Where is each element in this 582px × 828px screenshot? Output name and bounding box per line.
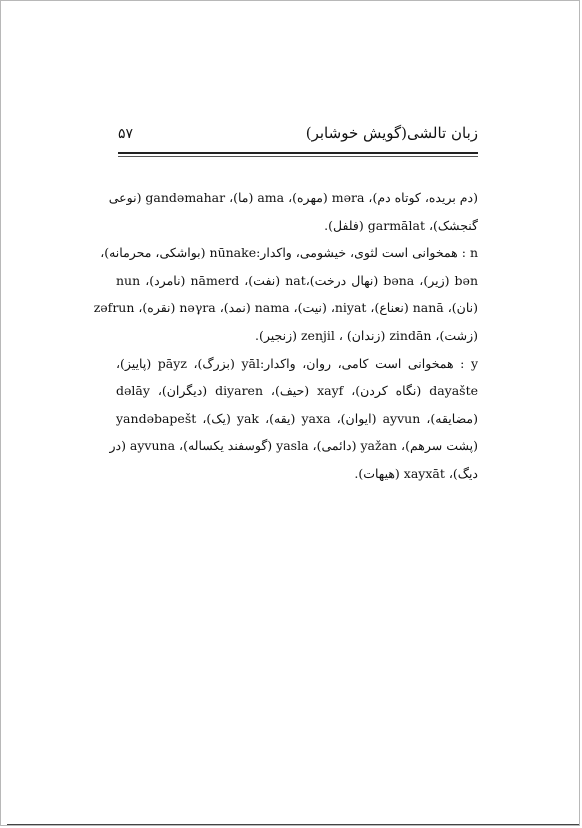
text-line: (پشت سرهم)، yažan (دائمی)، yasla (گوسفند یکساله)، ayvuna (در — [109, 438, 478, 454]
page-number: ۵۷ — [118, 126, 134, 142]
text-line: n : همخوانی است لثوی، خیشومی، واکدار:nūnake (بواشکی، محرمانه)، — [100, 245, 478, 261]
text-line: (مضایقه)، ayvun (ایوان)، yaxa (یقه)، yak (یک)، yandəbapešt — [116, 410, 478, 426]
text-line: (نان)، nanā (نعناع)، niyat، (نیت)، nama (نمد)، nəγra (نقره)، zəfrun — [93, 300, 478, 316]
text-line: (زشت)، zindān (زندان) ، zenjil (زنجیر). — [255, 327, 478, 343]
page-header — [118, 124, 478, 154]
body-text — [93, 184, 478, 488]
text-line: bən (زیر)، bəna (نهال درخت)،nat (نفت)، nāmerd (نامرد)، nun — [116, 272, 478, 288]
header-rule-thin — [118, 156, 478, 157]
text-line: y : همخوانی است کامی، روان، واکدار:yāl (بزرگ)، pāyz (پاییز)، — [116, 355, 478, 371]
text-line: (دم بریده، کوتاه دم)، mərа (مهره)، ama (ما)، gandəmahar (نوعی — [108, 190, 478, 205]
text-line: dayašte (نگاه کردن)، xayf (حیف)، diyaren (دیگران)، dəlāy — [116, 383, 478, 399]
running-title: زبان تالشی(گویش خوشابر) — [305, 124, 478, 142]
header-rule — [118, 152, 478, 154]
text-line: دیگ)، xayxāt (هیهات). — [354, 465, 478, 481]
text-line: گنجشک)، garmālat (فلفل). — [324, 217, 478, 233]
